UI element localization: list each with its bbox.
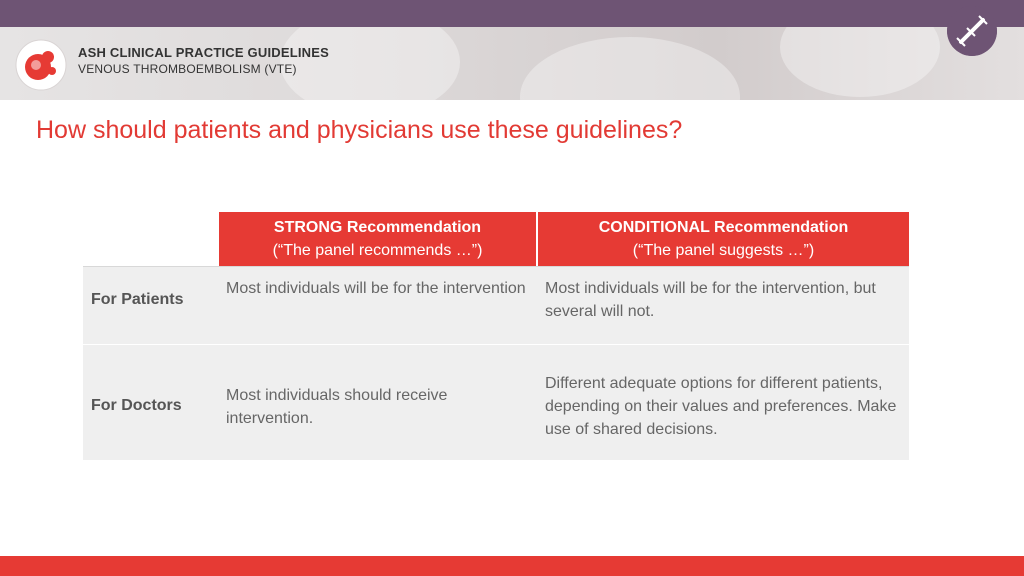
cell-patients-conditional: Most individuals will be for the intervention, but several will not.: [545, 280, 876, 320]
recommendation-table: [83, 212, 909, 460]
blood-vessel-icon: [947, 6, 997, 56]
header-conditional: [538, 212, 909, 266]
top-bar: [0, 0, 1024, 27]
bottom-bar: [0, 556, 1024, 576]
table-row-patients: [83, 266, 909, 344]
brand-title: ASH CLINICAL PRACTICE GUIDELINES: [78, 45, 330, 60]
header-strong-title: STRONG Recommendation: [273, 219, 482, 236]
cell-patients-strong: Most individuals will be for the intervention: [226, 280, 526, 297]
cell-doctors-conditional: Different adequate options for different patients, depending on their values and preferences. Make use of shared decisions.: [545, 375, 897, 438]
header-conditional-subtitle: (“The panel suggests …”): [632, 242, 815, 259]
header-conditional-title: CONDITIONAL Recommendation: [598, 219, 849, 236]
cell-doctors-strong: Most individuals should receive intervention.: [226, 387, 448, 427]
header-strong: [219, 212, 536, 266]
ash-logo-icon: [14, 38, 68, 92]
row-label-doctors: For Doctors: [91, 397, 182, 414]
header-strong-subtitle: (“The panel recommends …”): [272, 242, 483, 259]
table-row-doctors: [83, 345, 909, 460]
row-label-patients: For Patients: [91, 291, 184, 308]
page-title: How should patients and physicians use these guidelines?: [36, 116, 683, 144]
brand-subtitle: VENOUS THROMBOEMBOLISM (VTE): [78, 62, 297, 76]
